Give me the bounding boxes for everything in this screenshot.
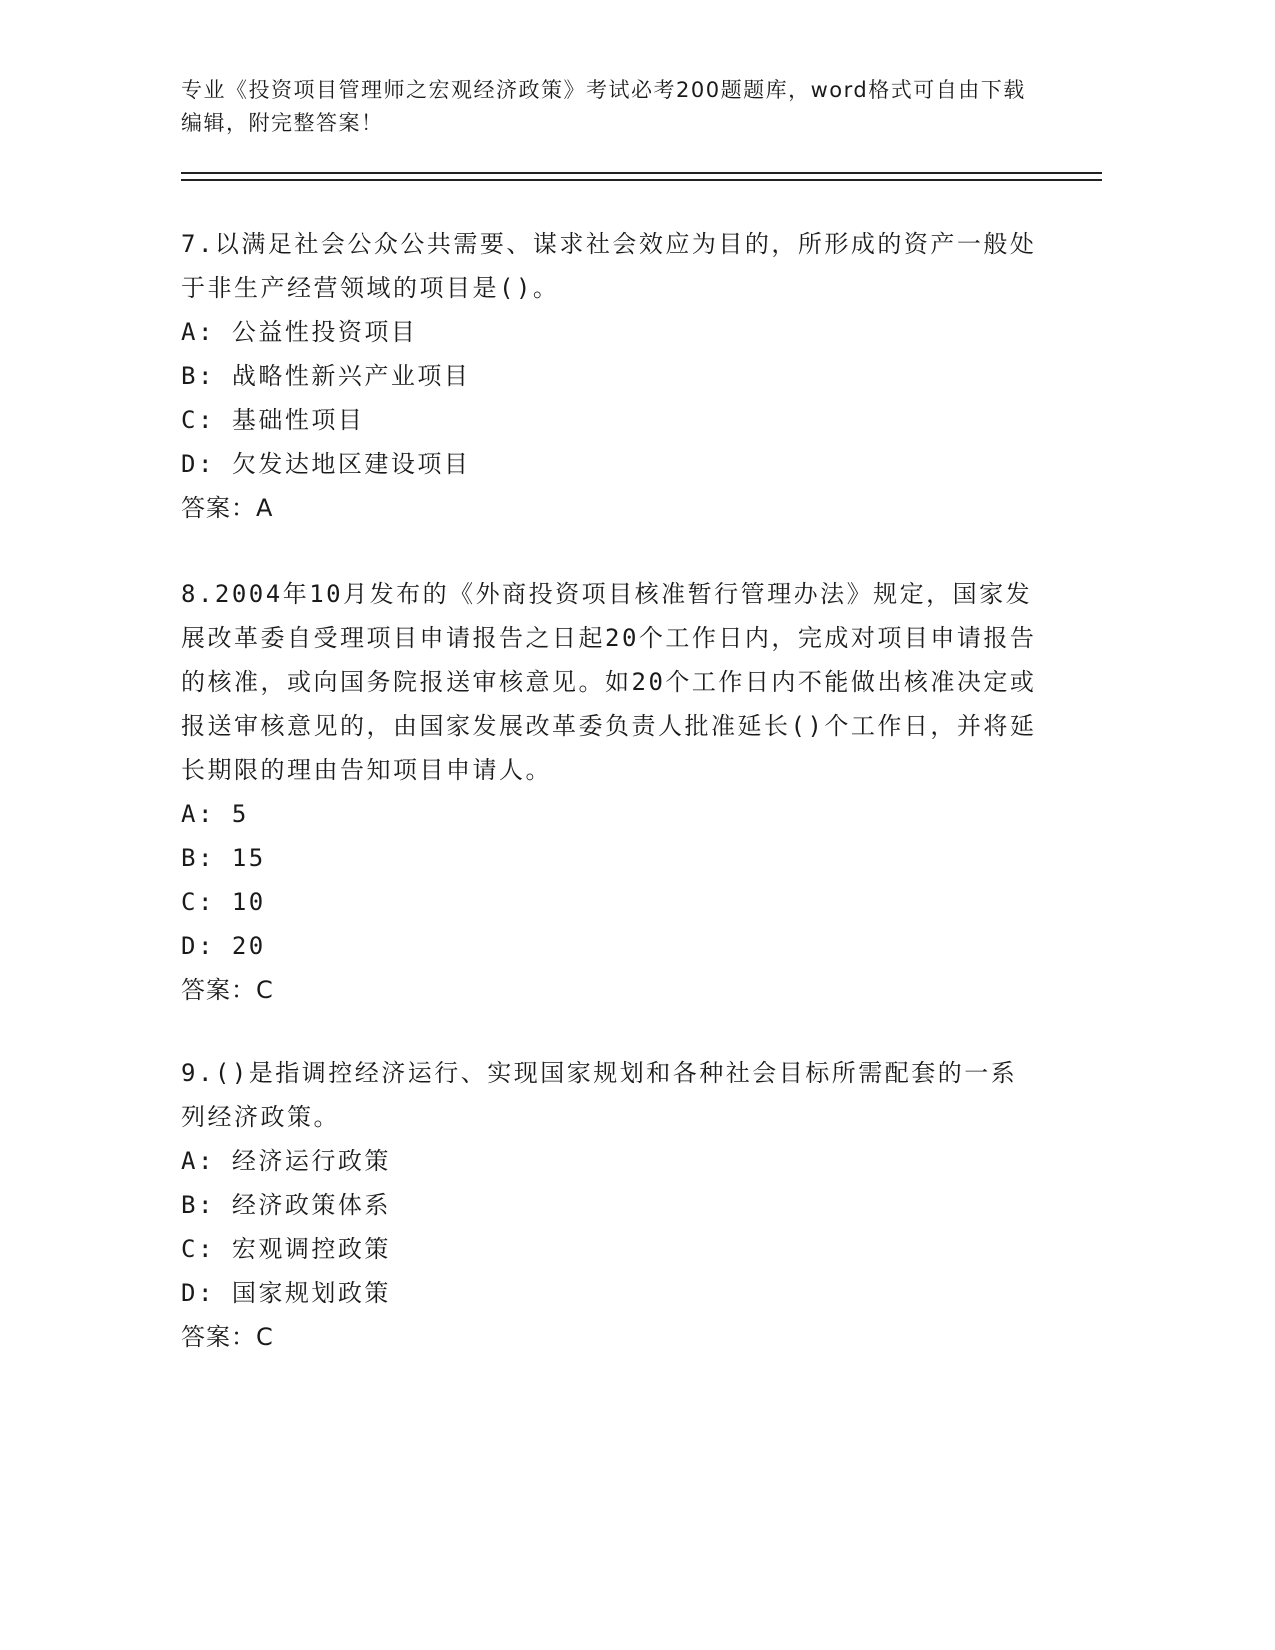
option-text: 5: [231, 800, 249, 828]
option-a: [181, 1139, 1041, 1183]
question-stem: 8.2004年10月发布的《外商投资项目核准暂行管理办法》规定，国家发展改革委自受理项目申请报告之日起20个工作日内，完成对项目申请报告的核准，或向国务院报送审核意见。如20个工作日内不能做出核准决定或报送审核意见的，由国家发展改革委负责人批准延长()个工作日，并将延长期限的理由告知项目申请人。: [181, 580, 1037, 784]
option-b: [181, 354, 1041, 398]
option-letter: C:: [181, 888, 215, 916]
answer-line: 答案：A: [181, 494, 274, 522]
question-stem: 9.()是指调控经济运行、实现国家规划和各种社会目标所需配套的一系列经济政策。: [181, 1059, 1018, 1131]
option-a: [181, 792, 1041, 836]
option-letter: C:: [181, 406, 215, 434]
option-d: [181, 1271, 1041, 1315]
option-letter: D:: [181, 450, 215, 478]
option-letter: A:: [181, 800, 215, 828]
question-stem: 7.以满足社会公众公共需要、谋求社会效应为目的，所形成的资产一般处于非生产经营领域的项目是()。: [181, 230, 1037, 302]
document-header: 专业《投资项目管理师之宏观经济政策》考试必考200题题库，word格式可自由下载编辑，附完整答案！: [181, 78, 1026, 135]
option-letter: D:: [181, 932, 215, 960]
option-text: 10: [231, 888, 266, 916]
option-text: 战略性新兴产业项目: [231, 362, 471, 390]
option-d: [181, 442, 1041, 486]
option-text: 宏观调控政策: [231, 1235, 391, 1263]
question-9: [181, 1051, 1041, 1359]
header-divider-top: [181, 172, 1102, 174]
question-7: [181, 222, 1041, 530]
option-b: [181, 1183, 1041, 1227]
option-letter: A:: [181, 318, 215, 346]
option-text: 欠发达地区建设项目: [231, 450, 471, 478]
option-c: [181, 880, 1041, 924]
header-divider-bottom: [181, 179, 1102, 181]
option-b: [181, 836, 1041, 880]
question-8: [181, 572, 1041, 1012]
option-text: 20: [231, 932, 266, 960]
option-c: [181, 1227, 1041, 1271]
option-letter: B:: [181, 362, 215, 390]
option-text: 经济政策体系: [231, 1191, 391, 1219]
option-c: [181, 398, 1041, 442]
option-text: 经济运行政策: [231, 1147, 391, 1175]
option-letter: B:: [181, 1191, 215, 1219]
option-text: 基础性项目: [231, 406, 365, 434]
answer-line: 答案：C: [181, 1323, 274, 1351]
option-text: 国家规划政策: [231, 1279, 391, 1307]
option-a: [181, 310, 1041, 354]
option-letter: A:: [181, 1147, 215, 1175]
option-text: 公益性投资项目: [231, 318, 418, 346]
option-text: 15: [231, 844, 266, 872]
option-letter: B:: [181, 844, 215, 872]
answer-line: 答案：C: [181, 976, 274, 1004]
option-letter: C:: [181, 1235, 215, 1263]
option-letter: D:: [181, 1279, 215, 1307]
option-d: [181, 924, 1041, 968]
